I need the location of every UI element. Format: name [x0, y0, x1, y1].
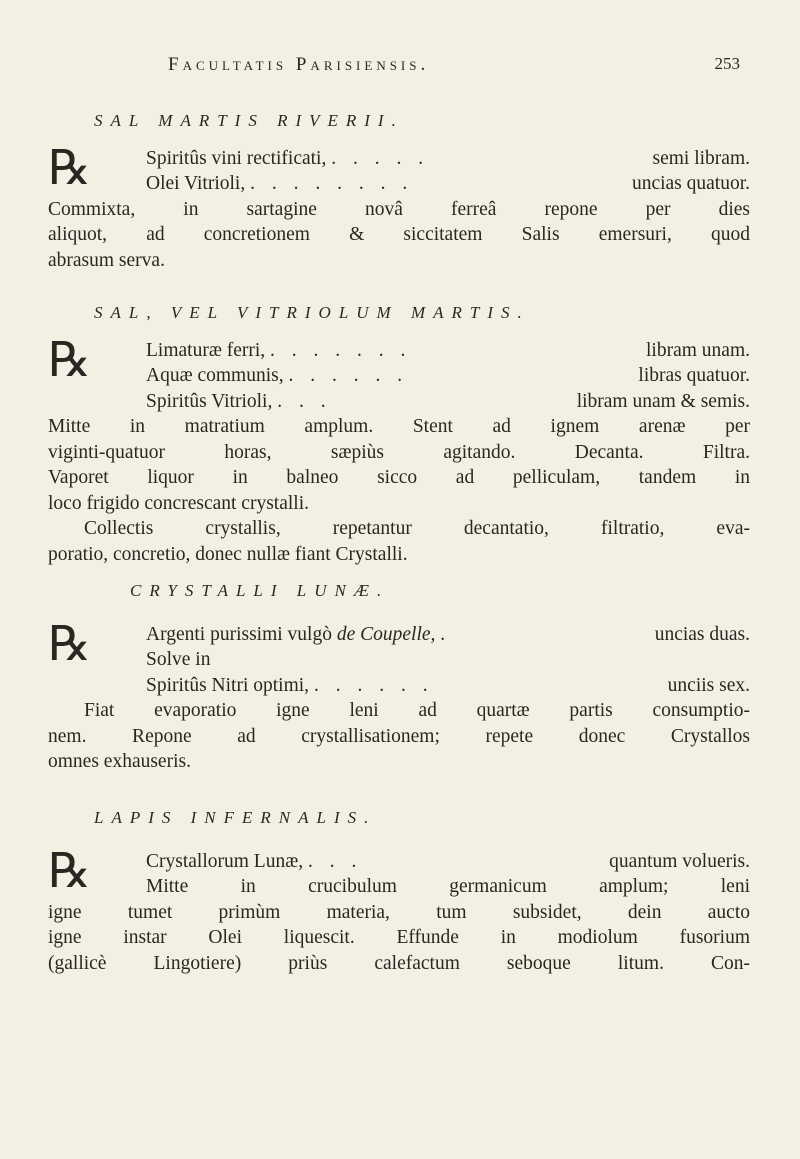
- ingredient-quantity: libram unam & semis.: [576, 390, 750, 412]
- body-line: Collectis crystallis, repetantur decantatio, filtratio, eva-: [84, 518, 750, 539]
- section-heading: SAL, VEL VITRIOLUM MARTIS.: [94, 303, 530, 322]
- body-line: Vaporet liquor in balneo sicco ad pelliculam, tandem in: [48, 467, 750, 488]
- ingredient-quantity: quantum volueris.: [609, 850, 750, 872]
- body-line: Fiat evaporatio igne leni ad quartæ partis consumptio-: [84, 700, 750, 721]
- ingredient-name: Olei Vitrioli,: [146, 173, 246, 194]
- ingredient-name: Argenti purissimi vulgò: [146, 623, 337, 645]
- section-heading: SAL MARTIS RIVERII.: [94, 111, 404, 130]
- section-sal-martis-riverii: [48, 108, 750, 273]
- body-line: abrasum serva.: [48, 249, 165, 271]
- body-line: aliquot, ad concretionem & siccitatem Salis emersuri, quod: [48, 224, 750, 245]
- ingredient-name: Aquæ communis,: [146, 365, 284, 386]
- ingredient-name: Spiritûs Vitrioli,: [146, 390, 273, 412]
- recipe-symbol-icon: [48, 849, 94, 895]
- recipe-block: [48, 622, 750, 699]
- running-head: [168, 54, 740, 76]
- body-line: Mitte in matratium amplum. Stent ad ignem arenæ per: [48, 416, 750, 437]
- section-crystalli-lunae: [48, 578, 750, 775]
- body-line: Mitte in crucibulum germanicum amplum; leni: [146, 876, 750, 897]
- leader-dots: . . . . . .: [313, 674, 434, 696]
- ingredient-name: Crystallorum Lunæ,: [146, 850, 304, 872]
- ingredient-name: Spiritûs Nitri optimi,: [146, 674, 310, 696]
- ingredient-line: [48, 363, 750, 389]
- ingredient-quantity: semi libram.: [652, 147, 750, 169]
- section-heading: LAPIS INFERNALIS.: [94, 808, 377, 827]
- section-sal-vel-vitriolum-martis: [48, 300, 750, 567]
- recipe-block: [48, 146, 750, 197]
- ingredient-quantity: uncias quatuor.: [631, 173, 750, 194]
- recipe-symbol-icon: [48, 338, 94, 384]
- leader-dots: . . .: [307, 850, 363, 872]
- ingredient-line: [48, 647, 750, 673]
- leader-dots: . . .: [277, 390, 332, 412]
- recipe-block: [48, 849, 750, 900]
- ingredient-line: [48, 171, 750, 197]
- ingredient-line: [48, 622, 750, 648]
- svg-text:℞: ℞: [48, 145, 92, 192]
- leader-dots: .: [440, 623, 452, 645]
- svg-text:℞: ℞: [48, 337, 92, 384]
- ingredient-quantity: uncias duas.: [654, 623, 750, 645]
- recipe-block: [48, 338, 750, 415]
- leader-dots: . . . . . .: [288, 365, 409, 386]
- body-line: Commixta, in sartagine novâ ferreâ repone per dies: [48, 198, 750, 220]
- running-head-title: Facultatis Parisiensis.: [168, 54, 430, 75]
- ingredient-name-italic: de Coupelle,: [336, 623, 436, 645]
- body-line: igne instar Olei liquescit. Effunde in modiolum fusorium: [48, 927, 750, 948]
- ingredient-quantity: libram unam.: [646, 339, 750, 361]
- section-lapis-infernalis: [48, 805, 750, 976]
- leader-dots: . . . . . . .: [270, 339, 412, 361]
- recipe-symbol-icon: [48, 146, 94, 192]
- ingredient-name: Spiritûs vini rectificati,: [146, 147, 327, 169]
- body-line: omnes exhauseris.: [48, 751, 191, 772]
- ingredient-name: Solve in: [146, 649, 211, 670]
- ingredient-line: [48, 849, 750, 875]
- body-line: nem. Repone ad crystallisationem; repete donec Crystallos: [48, 725, 750, 747]
- ingredient-quantity: libras quatuor.: [638, 365, 750, 386]
- body-line: igne tumet primùm materia, tum subsidet, dein auctо: [48, 901, 750, 923]
- body-line: loco frigido concrescant crystalli.: [48, 492, 309, 514]
- page-number: 253: [714, 54, 740, 73]
- ingredient-line: [48, 146, 750, 172]
- recipe-symbol-icon: [48, 622, 94, 668]
- body-line: poratio, concretio, donec nullæ fiant Crystalli.: [48, 543, 408, 565]
- svg-text:℞: ℞: [48, 621, 92, 668]
- section-heading: CRYSTALLI LUNÆ.: [130, 581, 390, 600]
- body-line: (gallicè Lingotiere) priùs calefactum seboque litum. Con-: [48, 952, 750, 974]
- ingredient-line: [48, 389, 750, 415]
- svg-text:℞: ℞: [48, 848, 92, 895]
- body-line: viginti-quatuor horas, sæpiùs agitando. Decanta. Filtra.: [48, 441, 750, 463]
- ingredient-line: [48, 673, 750, 699]
- leader-dots: . . . . .: [331, 147, 430, 169]
- ingredient-line: [48, 338, 750, 364]
- leader-dots: . . . . . . . .: [250, 173, 414, 194]
- ingredient-quantity: unciis sex.: [667, 674, 750, 696]
- ingredient-name: Limaturæ ferri,: [146, 339, 266, 361]
